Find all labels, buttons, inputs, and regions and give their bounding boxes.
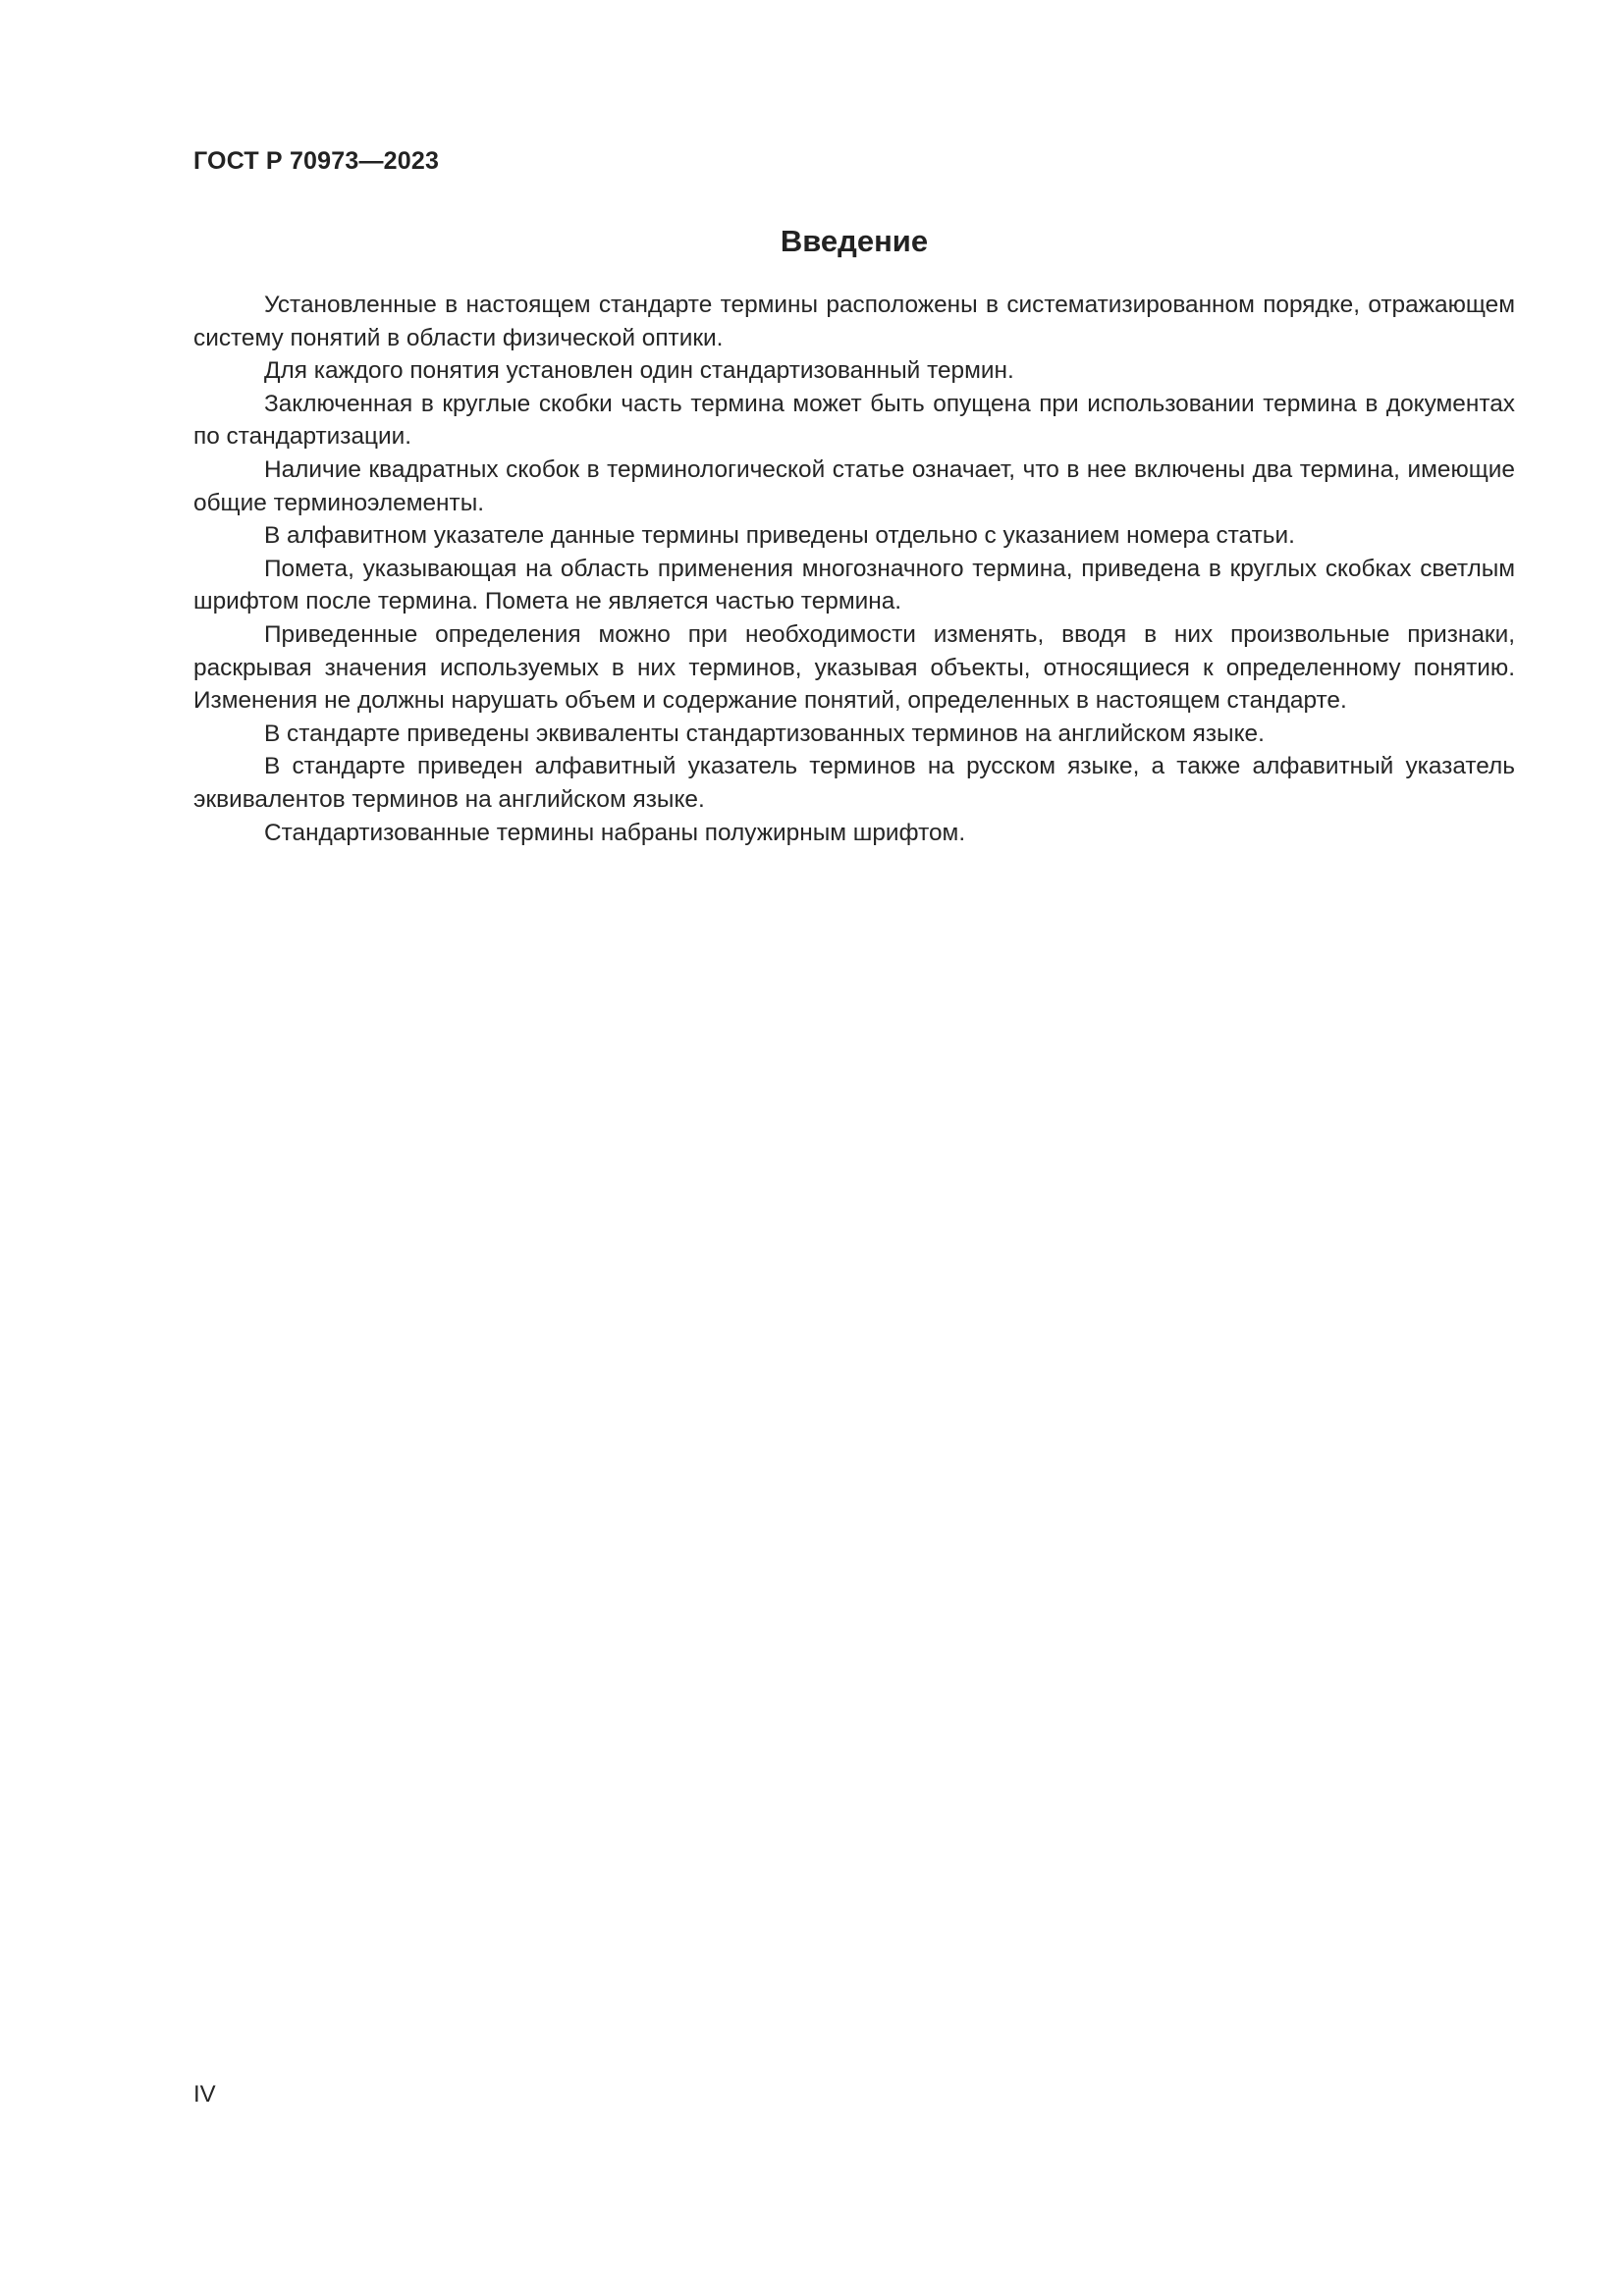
paragraph: Приведенные определения можно при необходимости изменять, вводя в них произвольные признаки, раскрывая значения используемых в них терминов, указывая объекты, относящиеся к определенному понятию. Изменения не должны нарушать объем и содержание понятий, определенных в настоящем стандарте. xyxy=(193,620,1515,715)
paragraph: Помета, указывающая на область применения многозначного термина, приведена в круглых скобках светлым шрифтом после термина. Помета не является частью термина. xyxy=(193,555,1515,615)
introduction-body xyxy=(193,289,1515,849)
paragraph: Заключенная в круглые скобки часть термина может быть опущена при использовании термина в документах по стандартизации. xyxy=(193,390,1515,451)
section-title: Введение xyxy=(780,224,929,258)
paragraph: В стандарте приведены эквиваленты стандартизованных терминов на английском языке. xyxy=(264,720,1265,747)
paragraph: Стандартизованные термины набраны полужирным шрифтом. xyxy=(264,819,966,846)
page-number: IV xyxy=(193,2081,216,2108)
paragraph: Наличие квадратных скобок в терминологической статье означает, что в нее включены два термина, имеющие общие терминоэлементы. xyxy=(193,455,1515,516)
document-header: ГОСТ Р 70973—2023 xyxy=(193,147,440,175)
paragraph: В алфавитном указателе данные термины приведены отдельно с указанием номера статьи. xyxy=(264,522,1295,550)
paragraph: Для каждого понятия установлен один стандартизованный термин. xyxy=(264,357,1014,385)
paragraph: В стандарте приведен алфавитный указатель терминов на русском языке, а также алфавитный указатель эквивалентов терминов на английском языке. xyxy=(193,753,1515,813)
paragraph: Установленные в настоящем стандарте термины расположены в систематизированном порядке, отражающем систему понятий в области физической оптики. xyxy=(193,292,1515,351)
